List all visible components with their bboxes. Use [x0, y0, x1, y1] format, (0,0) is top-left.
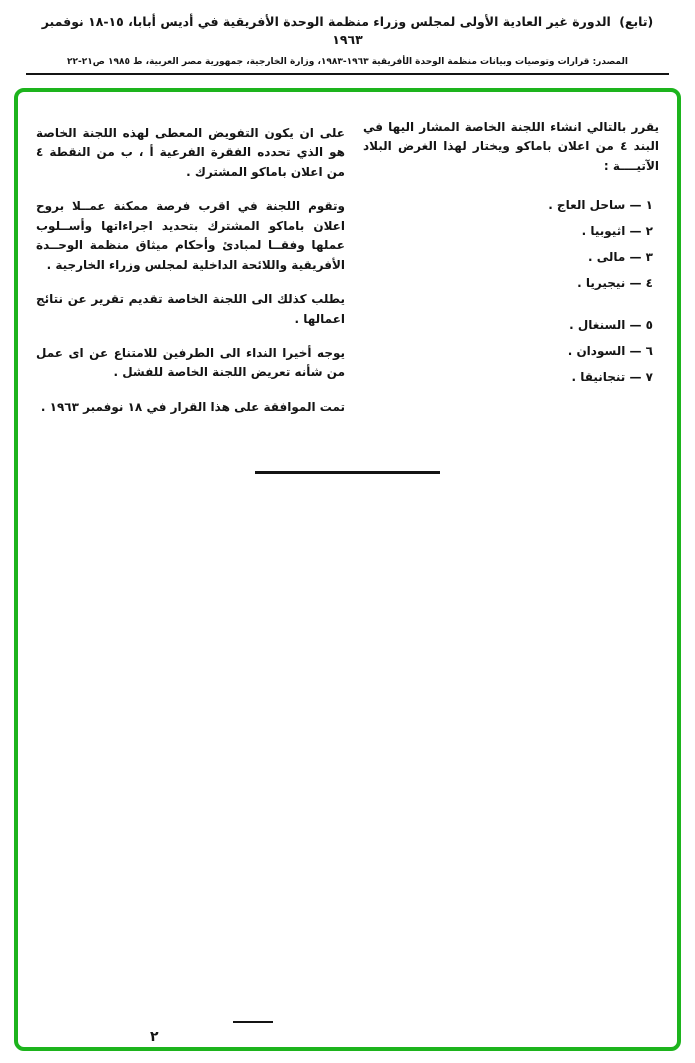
country-list [363, 198, 659, 384]
paragraph: تمت الموافقة على هذا القرار في ١٨ نوفمبر ١٩٦٣ . [40, 399, 345, 414]
document-title [0, 13, 695, 49]
footer-dash [233, 1021, 273, 1023]
list-item: ٢ — اثيوبيا . [581, 224, 653, 239]
list-item: ١ — ساحل العاج . [548, 198, 653, 213]
resolution-intro: يقرر بالتالي انشاء اللجنة الخاصة المشار اليها في البند ٤ من اعلان باماكو ويختار لهذا الغرض البلاد الآتيــــة : [363, 120, 659, 173]
title-text: الدورة غير العادية الأولى لمجلس وزراء منظمة الوحدة الأفريقية في أديس أبابا، ١٥-١٨ نوفمبر ١٩٦٣ [41, 14, 611, 48]
paragraph: يوجه أخيرا النداء الى الطرفين للامتناع عن اى عمل من شأنه تعريض اللجنة الخاصة للفشل . [36, 345, 345, 380]
list-item: ٣ — مالى . [587, 250, 653, 265]
two-column-layout [36, 118, 659, 417]
column-left [36, 118, 345, 417]
page-number: ٢ [150, 1029, 159, 1045]
list-item: ٦ — السودان . [567, 344, 653, 359]
content-frame [14, 88, 681, 1051]
list-item: ٧ — تنجانيقا . [571, 370, 653, 385]
page-footer [18, 1011, 677, 1045]
paragraph: يطلب كذلك الى اللجنة الخاصة تقديم تقرير عن نتائج اعمالها . [36, 292, 345, 326]
continued-label: (تابع) [619, 14, 654, 29]
list-item: ٤ — نيجيريا . [577, 276, 653, 291]
document-header [0, 0, 695, 75]
column-right [363, 118, 659, 396]
paragraph: على ان يكون التفويض المعطى لهذه اللجنة الخاصة هو الذي تحدده الفقرة الفرعية أ ، ب من النقطة ٤ من اعلان باماكو المشترك . [36, 126, 345, 179]
source-line: المصدر: قرارات وتوصيات وبيانات منظمة الوحدة الأفريقية ١٩٦٣-١٩٨٣، وزارة الخارجية، جمهورية مصر العربية، ط ١٩٨٥ ص٢١-٢٢ [67, 57, 628, 68]
list-item: ٥ — السنغال . [569, 318, 653, 333]
paragraph: وتقوم اللجنة في اقرب فرصة ممكنة عمــلا بروح اعلان باماكو المشترك بتحديد اجراءاتها وأســلوب عملها وفقــا لمبادئ وأحكام ميثاق منظمة الوحــدة الأفريقية واللائحة الداخلية لمجلس وزراء الخارجية . [36, 199, 345, 272]
section-divider [255, 471, 440, 474]
header-divider [26, 73, 669, 75]
